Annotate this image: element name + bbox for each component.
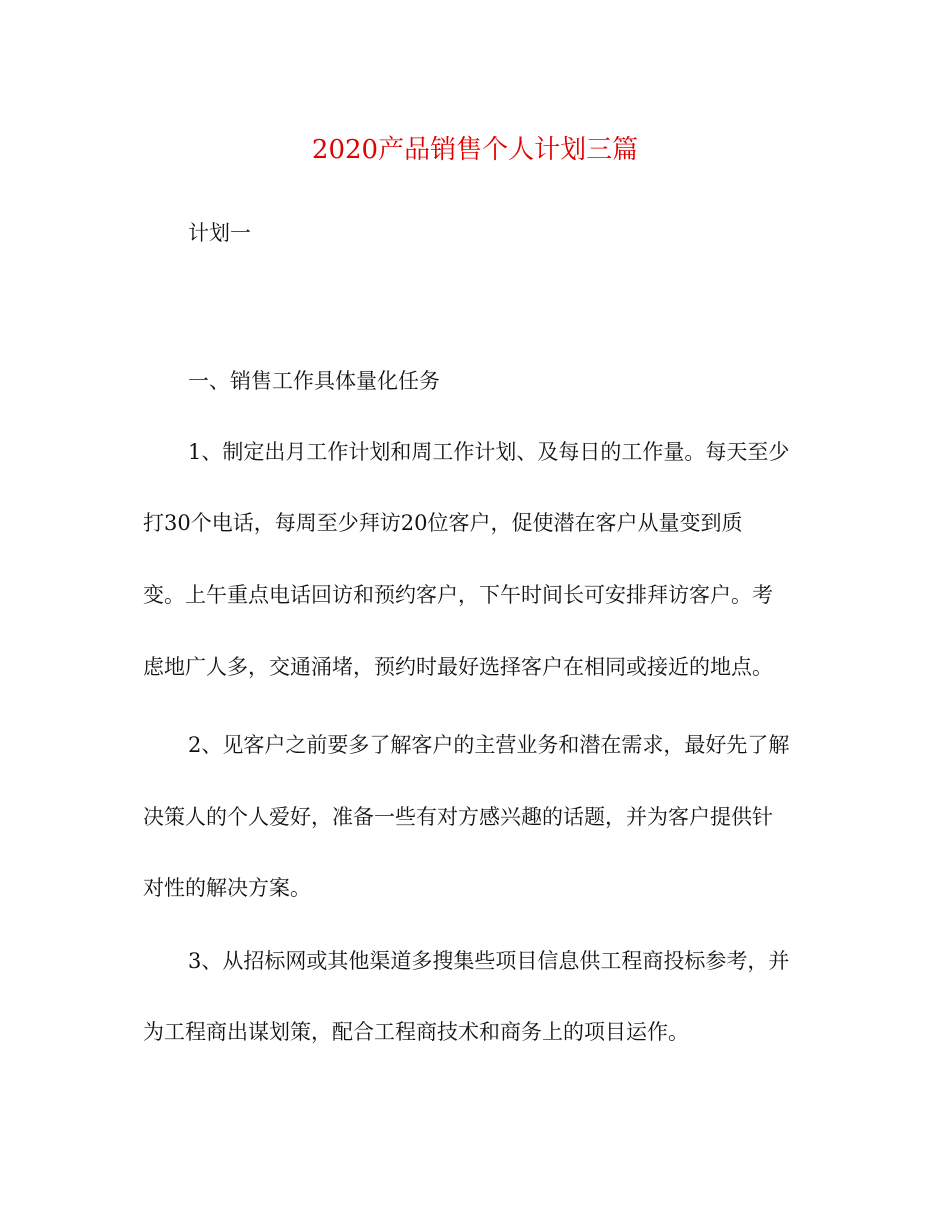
paragraph-line: 变。上午重点电话回访和预约客户，下午时间长可安排拜访客户。考 xyxy=(143,583,773,607)
paragraph-line: 对性的解决方案。 xyxy=(143,876,311,900)
document-title: 2020产品销售个人计划三篇 xyxy=(311,135,639,165)
paragraph-line: 打30个电话，每周至少拜访20位客户，促使潜在客户从量变到质 xyxy=(143,511,743,535)
paragraph-line: 1、制定出月工作计划和周工作计划、及每日的工作量。每天至少 xyxy=(188,440,790,464)
paragraph-line: 2、见客户之前要多了解客户的主营业务和潜在需求，最好先了解 xyxy=(188,733,790,757)
paragraph-line: 为工程商出谋划策，配合工程商技术和商务上的项目运作。 xyxy=(143,1020,689,1044)
paragraph-line: 虑地广人多，交通涌堵，预约时最好选择客户在相同或接近的地点。 xyxy=(143,655,773,679)
section-heading: 一、销售工作具体量化任务 xyxy=(188,369,440,393)
paragraph-line: 3、从招标网或其他渠道多搜集些项目信息供工程商投标参考，并 xyxy=(188,949,790,973)
paragraph-line: 决策人的个人爱好，准备一些有对方感兴趣的话题，并为客户提供针 xyxy=(143,805,773,829)
plan-label: 计划一 xyxy=(188,221,251,245)
